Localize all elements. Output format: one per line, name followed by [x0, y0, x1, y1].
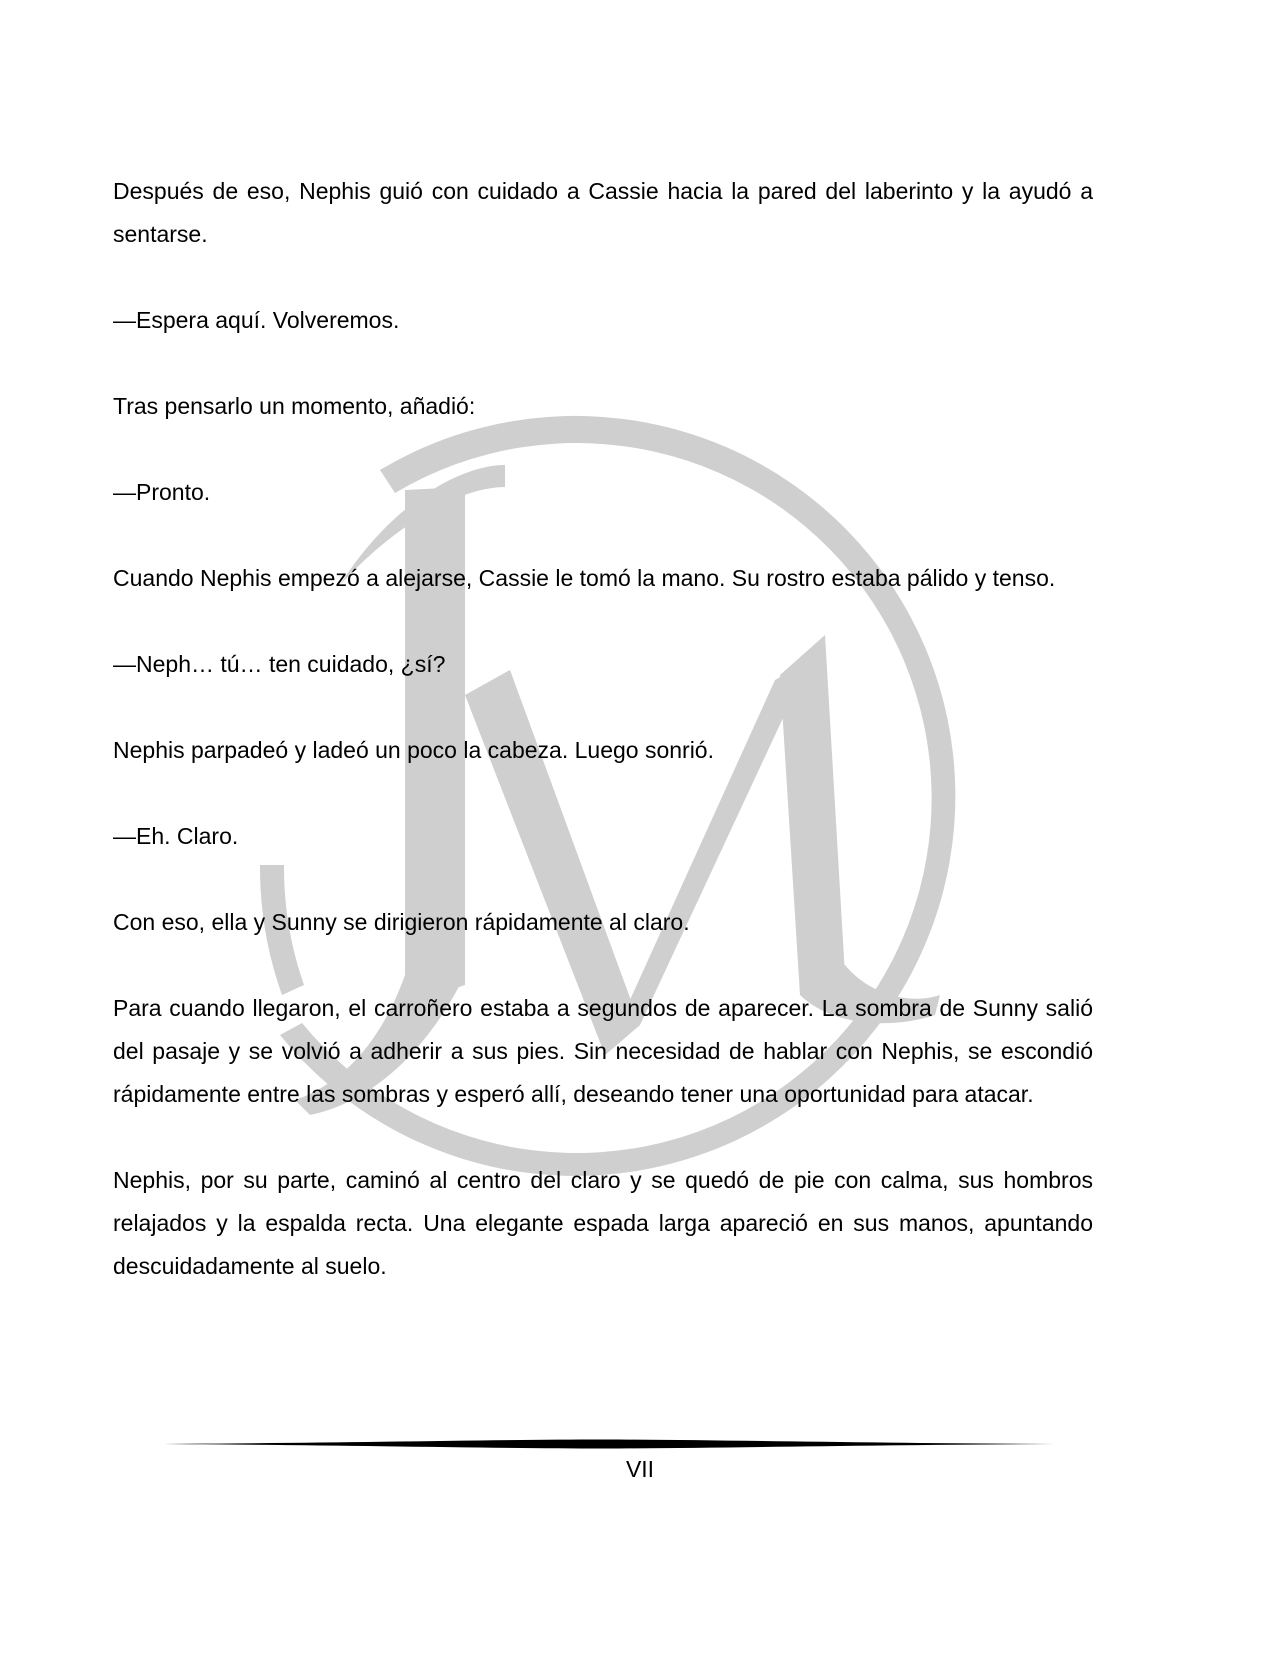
paragraph: —Espera aquí. Volveremos.	[113, 307, 400, 333]
page-body	[113, 170, 1093, 1288]
paragraph: Cuando Nephis empezó a alejarse, Cassie le tomó la mano. Su rostro estaba pálido y tenso.	[113, 565, 1056, 591]
page-number: VII	[625, 1456, 655, 1482]
paragraph: Con eso, ella y Sunny se dirigieron rápidamente al claro.	[113, 909, 690, 935]
paragraph: Tras pensarlo un momento, añadió:	[113, 393, 476, 419]
paragraph: Para cuando llegaron, el carroñero estaba a segundos de aparecer. La sombra de Sunny salió del pasaje y se volvió a adherir a sus pies. Sin necesidad de hablar con Nephis, se escondió rápidamente entre las sombras y esperó allí, deseando tener una oportunidad para atacar.	[113, 995, 1093, 1107]
paragraph: —Eh. Claro.	[113, 823, 239, 849]
paragraph: —Neph… tú… ten cuidado, ¿sí?	[113, 651, 446, 677]
paragraph: —Pronto.	[113, 479, 211, 505]
footer-divider	[150, 1438, 1054, 1450]
paragraph: Después de eso, Nephis guió con cuidado a Cassie hacia la pared del laberinto y la ayudó a sentarse.	[113, 178, 1093, 247]
paragraph: Nephis, por su parte, caminó al centro del claro y se quedó de pie con calma, sus hombros relajados y la espalda recta. Una elegante espada larga apareció en sus manos, apuntando descuidadamente al suelo.	[113, 1167, 1093, 1279]
paragraph: Nephis parpadeó y ladeó un poco la cabeza. Luego sonrió.	[113, 737, 714, 763]
